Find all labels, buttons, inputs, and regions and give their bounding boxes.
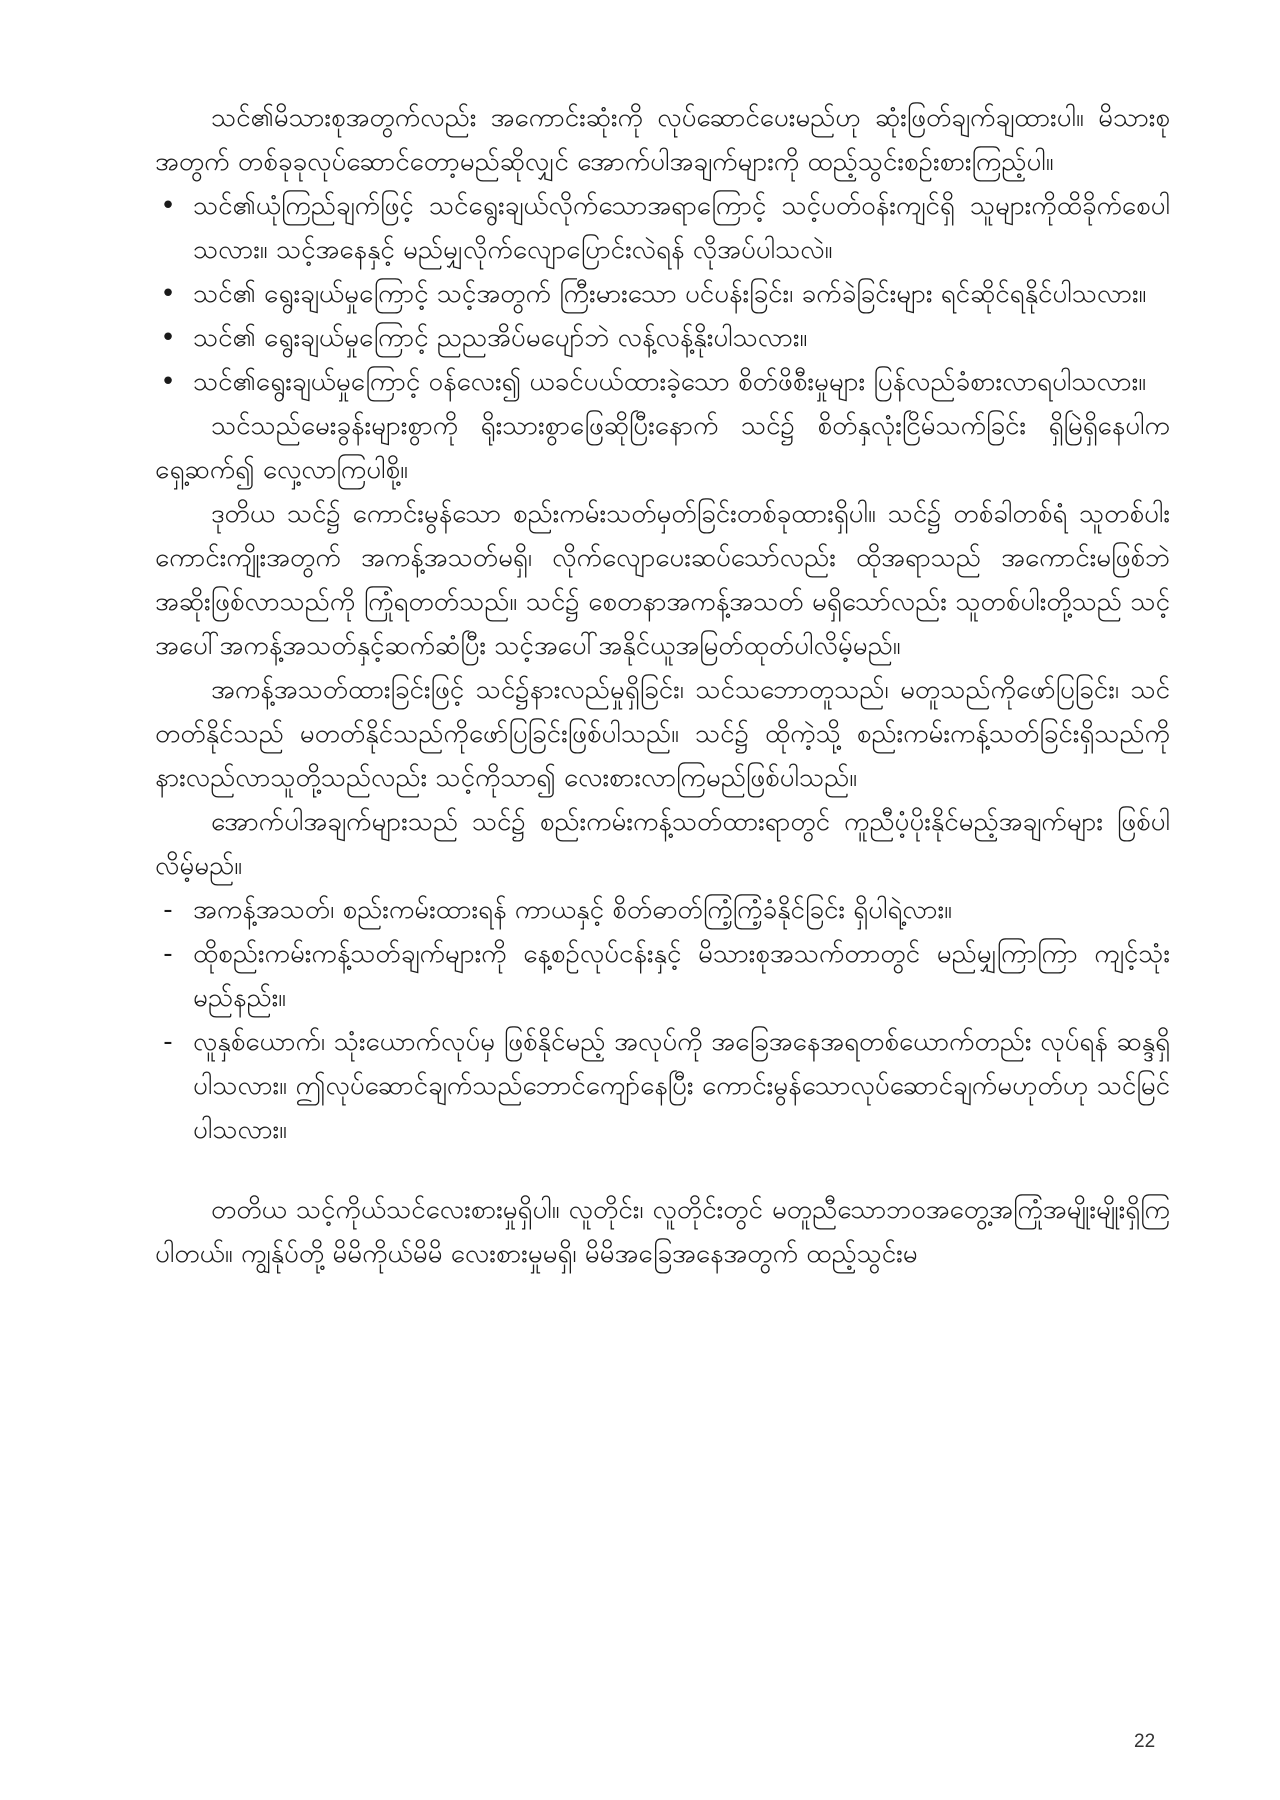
section-spacer bbox=[155, 1152, 1170, 1188]
bullet-icon: • bbox=[160, 367, 176, 397]
bullet-text: သင်၏ ရွေးချယ်မှုကြောင့် သင့်အတွက် ကြီးမားသော ပင်ပန်းခြင်း၊ ခက်ခဲခြင်းများ ရင်ဆိုင်ရနိုင်ပါသလား။ bbox=[193, 279, 1147, 309]
paragraph-limits-meaning: အကန့်အသတ်ထားခြင်းဖြင့် သင်၌နားလည်မှုရှိခြင်း၊ သင်သဘောတူသည်၊ မတူသည်ကိုဖော်ပြခြင်း၊ သင်တတ်နိုင်သည် မတတ်နိုင်သည်ကိုဖော်ပြခြင်းဖြစ်ပါသည်။ သင်၌ ထိုကဲ့သို့ စည်းကမ်းကန့်သတ်ခြင်းရှိသည်ကိုနားလည်လာသူတို့သည်လည်း သင့်ကိုသာ၍ လေးစားလာကြမည်ဖြစ်ပါသည်။ bbox=[155, 675, 1170, 793]
bullet-item bbox=[155, 272, 1170, 316]
paragraph-peace-of-mind: သင်သည်မေးခွန်းများစွာကို ရိုးသားစွာဖြေဆိုပြီးနောက် သင်၌ စိတ်နှလုံးငြိမ်သက်ခြင်း ရှိမြဲရှိနေပါက ရှေ့ဆက်၍ လှေ့လာကြပါစို့။ bbox=[155, 411, 1170, 485]
dash-item bbox=[155, 1020, 1170, 1152]
dash-list-points bbox=[155, 888, 1170, 1152]
dash-icon: - bbox=[163, 1027, 173, 1057]
bullet-item bbox=[155, 360, 1170, 404]
bullet-text: သင်၏ ရွေးချယ်မှုကြောင့် ညညအိပ်မပျော်ဘဲ လန့်လန့်နိုးပါသလား။ bbox=[193, 323, 808, 353]
paragraph-family-decision: သင်၏မိသားစုအတွက်လည်း အကောင်းဆုံးကို လုပ်ဆောင်ပေးမည်ဟု ဆုံးဖြတ်ချက်ချထားပါ။ မိသားစုအတွက် တစ်ခုခုလုပ်ဆောင်တော့မည်ဆိုလျှင် အောက်ပါအချက်များကို ထည့်သွင်းစဉ်းစားကြည့်ပါ။ bbox=[155, 103, 1170, 177]
bullet-list-questions bbox=[155, 184, 1170, 404]
dash-text: အကန့်အသတ်၊ စည်းကမ်းထားရန် ကာယနှင့် စိတ်ဓာတ်ကြံ့ကြံ့ခံနိုင်ခြင်း ရှိပါရဲ့လား။ bbox=[193, 895, 952, 925]
paragraph-helpful-points: အောက်ပါအချက်များသည် သင်၌ စည်းကမ်းကန့်သတ်ထားရာတွင် ကူညီပံ့ပိုးနိုင်မည့်အချက်များ ဖြစ်ပါလိမ့်မည်။ bbox=[155, 807, 1170, 881]
bullet-icon: • bbox=[160, 323, 176, 353]
bullet-text: သင်၏ရွေးချယ်မှုကြောင့် ဝန်လေး၍ ယခင်ပယ်ထားခဲ့သော စိတ်ဖိစီးမှုများ ပြန်လည်ခံစားလာရပါသလား။ bbox=[193, 367, 1147, 397]
page-number: 22 bbox=[1134, 1731, 1156, 1752]
document-page bbox=[155, 96, 1170, 1276]
paragraph-third-self-respect: တတိယ သင့်ကိုယ်သင်လေးစားမှုရှိပါ။ လူတိုင်း၊ လူတိုင်းတွင် မတူညီသောဘဝအတွေ့အကြုံအမျိုးမျိုးရှိကြပါတယ်။ ကျွန်ုပ်တို့ မိမိကိုယ်မိမိ လေးစားမှုမရှိ၊ မိမိအခြေအနေအတွက် ထည့်သွင်းမ bbox=[155, 1195, 1170, 1269]
dash-item bbox=[155, 932, 1170, 1020]
bullet-icon: • bbox=[160, 279, 176, 309]
paragraph-second-boundaries: ဒုတိယ သင်၌ ကောင်းမွန်သော စည်းကမ်းသတ်မှတ်ခြင်းတစ်ခုထားရှိပါ။ သင်၌ တစ်ခါတစ်ရံ သူတစ်ပါးကောင်းကျိုးအတွက် အကန့်အသတ်မရှိ၊ လိုက်လျောပေးဆပ်သော်လည်း ထိုအရာသည် အကောင်းမဖြစ်ဘဲ အဆိုးဖြစ်လာသည်ကို ကြုံရတတ်သည်။ သင်၌ စေတနာအကန့်အသတ် မရှိသော်လည်း သူတစ်ပါးတို့သည် သင့်အပေါ်အကန့်အသတ်နှင့်ဆက်ဆံပြီး သင့်အပေါ်အနိုင်ယူအမြတ်ထုတ်ပါလိမ့်မည်။ bbox=[155, 499, 1170, 661]
bullet-text: သင်၏ယုံကြည်ချက်ဖြင့် သင်ရွေးချယ်လိုက်သောအရာကြောင့် သင့်ပတ်ဝန်းကျင်ရှိ သူများကိုထိခိုက်စေပါသလား။ သင့်အနေနှင့် မည်မျှလိုက်လျောပြောင်းလဲရန် လိုအပ်ပါသလဲ။ bbox=[193, 191, 1170, 265]
bullet-item bbox=[155, 316, 1170, 360]
dash-text: လူနှစ်ယောက်၊ သုံးယောက်လုပ်မှ ဖြစ်နိုင်မည့် အလုပ်ကို အခြေအနေအရတစ်ယောက်တည်း လုပ်ရန် ဆန္ဒရှိပါသလား။ ဤလုပ်ဆောင်ချက်သည်ဘောင်ကျော်နေပြီး ကောင်းမွန်သောလုပ်ဆောင်ချက်မဟုတ်ဟု သင်မြင်ပါသလား။ bbox=[193, 1027, 1170, 1145]
dash-text: ထိုစည်းကမ်းကန့်သတ်ချက်များကို နေ့စဉ်လုပ်ငန်းနှင့် မိသားစုအသက်တာတွင် မည်မျှကြာကြာ ကျင့်သုံးမည်နည်း။ bbox=[193, 939, 1170, 1013]
bullet-icon: • bbox=[160, 191, 176, 221]
dash-icon: - bbox=[163, 895, 173, 925]
dash-item bbox=[155, 888, 1170, 932]
dash-icon: - bbox=[163, 939, 173, 969]
bullet-item bbox=[155, 184, 1170, 272]
